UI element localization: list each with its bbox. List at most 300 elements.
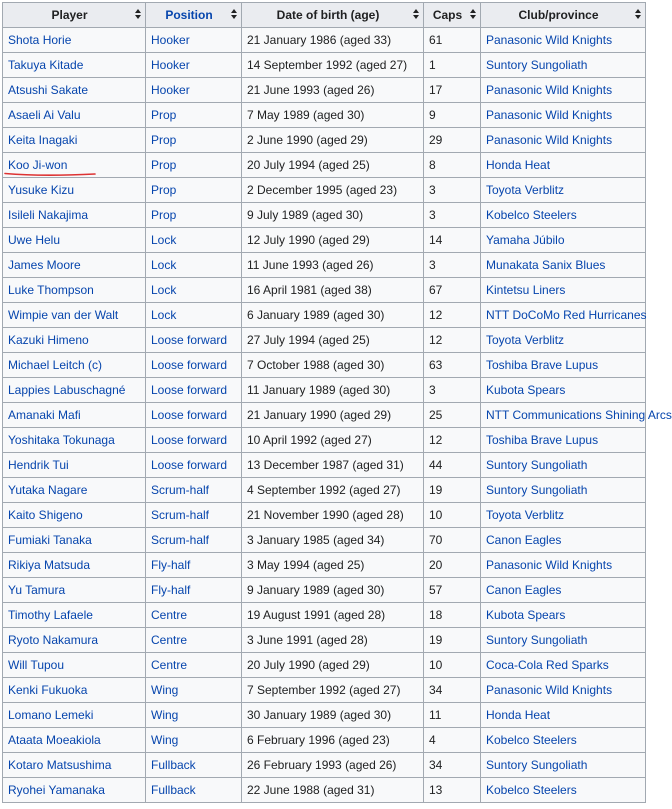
column-header-dob[interactable] [242,3,424,28]
player-link[interactable]: Kenki Fukuoka [8,683,88,697]
club-cell [481,278,646,303]
dob-cell [242,678,424,703]
position-link[interactable]: Centre [151,658,188,672]
player-cell [3,503,146,528]
position-cell [146,303,242,328]
caps-cell: 19 [429,483,443,497]
column-header-position[interactable] [146,3,242,28]
position-link[interactable]: Prop [151,183,177,197]
column-header-label[interactable]: Position [165,8,213,22]
table-row [3,353,646,378]
position-link[interactable]: Loose forward [151,408,228,422]
dob-cell [242,728,424,753]
dob-cell: 4 September 1992 (aged 27) [247,483,401,497]
club-cell [481,528,646,553]
caps-cell: 3 [429,258,436,272]
club-cell [481,128,646,153]
table-row [3,503,646,528]
player-link[interactable]: Lappies Labuschagné [8,383,126,397]
caps-cell: 3 [429,183,436,197]
dob-cell [242,253,424,278]
table-row [3,753,646,778]
dob-cell: 13 December 1987 (aged 31) [247,458,404,472]
club-cell [481,728,646,753]
caps-cell [424,628,481,653]
caps-cell [424,28,481,53]
club-link[interactable]: Honda Heat [486,708,551,722]
position-link[interactable]: Wing [151,733,179,747]
dob-cell [242,103,424,128]
dob-cell [242,578,424,603]
dob-cell: 3 January 1985 (aged 34) [247,533,385,547]
sort-arrows-icon[interactable] [413,9,419,21]
dob-cell [242,353,424,378]
table-row [3,528,646,553]
position-link[interactable]: Centre [151,633,188,647]
caps-cell [424,503,481,528]
position-link[interactable]: Prop [151,108,177,122]
column-header-label: Club/province [518,8,599,22]
club-link[interactable]: NTT Communications Shining Arcs [486,408,672,422]
player-cell [3,678,146,703]
club-link[interactable]: Toshiba Brave Lupus [486,433,599,447]
dob-cell [242,428,424,453]
caps-cell [424,153,481,178]
caps-cell: 14 [429,233,443,247]
position-link[interactable]: Lock [151,258,177,272]
position-link[interactable]: Centre [151,608,188,622]
player-link[interactable]: Rikiya Matsuda [8,558,91,572]
position-cell [146,328,242,353]
caps-cell [424,403,481,428]
position-cell [146,778,242,803]
dob-cell: 19 August 1991 (aged 28) [247,608,386,622]
position-link[interactable]: Loose forward [151,333,228,347]
player-link[interactable]: Atsushi Sakate [8,83,89,97]
sort-arrows-icon[interactable] [135,9,141,21]
position-link[interactable]: Wing [151,708,179,722]
player-cell [3,178,146,203]
table-row [3,478,646,503]
club-link[interactable]: Kintetsu Liners [486,283,566,297]
club-link[interactable]: Yamaha Júbilo [486,233,565,247]
club-link[interactable]: NTT DoCoMo Red Hurricanes [486,308,647,322]
player-link[interactable]: Amanaki Mafi [8,408,81,422]
caps-cell [424,653,481,678]
table-row [3,778,646,803]
player-cell [3,528,146,553]
position-cell [146,203,242,228]
table-row [3,103,646,128]
dob-cell [242,153,424,178]
position-cell [146,703,242,728]
club-cell [481,178,646,203]
table-row [3,128,646,153]
table-row [3,328,646,353]
player-link[interactable]: Fumiaki Tanaka [8,533,92,547]
red-underline-annotation [4,171,96,177]
caps-cell [424,303,481,328]
club-link[interactable]: Suntory Sungoliath [486,483,588,497]
club-link[interactable]: Kobelco Steelers [486,208,577,222]
table-row [3,53,646,78]
caps-cell [424,603,481,628]
club-link[interactable]: Kubota Spears [486,608,566,622]
player-cell [3,403,146,428]
player-cell [3,203,146,228]
table-row [3,553,646,578]
table-body [3,28,672,803]
player-link[interactable]: Wimpie van der Walt [8,308,119,322]
position-link[interactable]: Hooker [151,83,190,97]
position-link[interactable]: Loose forward [151,433,228,447]
column-header-label: Date of birth (age) [276,8,380,22]
caps-cell [424,728,481,753]
club-link[interactable]: Panasonic Wild Knights [486,108,613,122]
dob-cell [242,378,424,403]
dob-cell: 26 February 1993 (aged 26) [247,758,397,772]
player-cell [3,228,146,253]
position-cell [146,253,242,278]
dob-cell: 12 July 1990 (aged 29) [247,233,370,247]
caps-cell: 12 [429,333,443,347]
player-link[interactable]: Takuya Kitade [8,58,84,72]
caps-cell [424,53,481,78]
table-row [3,78,646,103]
table-row [3,728,646,753]
position-cell [146,478,242,503]
column-header-caps[interactable] [424,3,481,28]
player-cell [3,553,146,578]
club-link[interactable]: Panasonic Wild Knights [486,83,613,97]
caps-cell: 10 [429,508,443,522]
player-link[interactable]: Isileli Nakajima [8,208,89,222]
caps-cell: 4 [429,733,436,747]
player-cell [3,728,146,753]
dob-cell: 30 January 1989 (aged 30) [247,708,392,722]
player-link[interactable]: Asaeli Ai Valu [8,108,81,122]
position-link[interactable]: Fly-half [151,583,191,597]
underline-stroke [5,174,95,176]
player-link[interactable]: Koo Ji-won [8,158,68,172]
dob-cell [242,403,424,428]
position-cell [146,728,242,753]
dob-cell [242,603,424,628]
club-link[interactable]: Toshiba Brave Lupus [486,358,599,372]
club-link[interactable]: Coca-Cola Red Sparks [486,658,609,672]
dob-cell: 11 January 1989 (aged 30) [247,383,391,397]
caps-cell: 25 [429,408,443,422]
club-cell [481,653,646,678]
caps-cell [424,778,481,803]
club-cell [481,628,646,653]
dob-cell: 14 September 1992 (aged 27) [247,58,408,72]
table-row [3,678,646,703]
caps-cell [424,228,481,253]
player-cell [3,78,146,103]
table-row [3,278,646,303]
caps-cell: 61 [429,33,443,47]
caps-cell: 9 [429,108,436,122]
player-cell [3,753,146,778]
dob-cell: 3 June 1991 (aged 28) [247,633,368,647]
club-link[interactable]: Kobelco Steelers [486,733,577,747]
dob-cell: 7 October 1988 (aged 30) [247,358,385,372]
position-cell [146,278,242,303]
position-link[interactable]: Wing [151,683,179,697]
position-link[interactable]: Hooker [151,58,190,72]
player-link[interactable]: Michael Leitch (c) [8,358,103,372]
caps-cell: 57 [429,583,443,597]
dob-cell [242,203,424,228]
position-cell [146,753,242,778]
caps-cell [424,703,481,728]
player-link[interactable]: Ataata Moeakiola [8,733,101,747]
position-cell [146,403,242,428]
club-cell [481,603,646,628]
player-link[interactable]: Shota Horie [8,33,72,47]
sort-arrows-icon[interactable] [470,9,476,21]
position-link[interactable]: Prop [151,133,177,147]
position-cell [146,578,242,603]
dob-cell: 9 January 1989 (aged 30) [247,583,385,597]
player-link[interactable]: Will Tupou [8,658,65,672]
player-link[interactable]: Keita Inagaki [8,133,78,147]
club-cell [481,753,646,778]
club-link[interactable]: Kobelco Steelers [486,783,577,797]
caps-cell: 3 [429,383,436,397]
position-link[interactable]: Hooker [151,33,190,47]
table-row [3,253,646,278]
player-link[interactable]: Ryohei Yamanaka [8,783,105,797]
dob-cell: 20 July 1994 (aged 25) [247,158,370,172]
dob-cell: 2 June 1990 (aged 29) [247,133,368,147]
player-link[interactable]: Ryoto Nakamura [8,633,99,647]
position-link[interactable]: Scrum-half [151,483,210,497]
position-cell [146,378,242,403]
position-link[interactable]: Lock [151,233,177,247]
club-link[interactable]: Suntory Sungoliath [486,458,588,472]
table-row [3,653,646,678]
sort-arrows-icon[interactable] [635,9,641,21]
table-row [3,628,646,653]
club-link[interactable]: Suntory Sungoliath [486,633,588,647]
table-row [3,378,646,403]
caps-cell: 63 [429,358,443,372]
club-cell [481,703,646,728]
dob-cell: 2 December 1995 (aged 23) [247,183,398,197]
player-link[interactable]: James Moore [8,258,81,272]
player-link[interactable]: Kotaro Matsushima [8,758,112,772]
club-link[interactable]: Suntory Sungoliath [486,758,588,772]
caps-cell [424,103,481,128]
position-link[interactable]: Lock [151,283,177,297]
column-header-club[interactable] [481,3,646,28]
caps-cell: 70 [429,533,443,547]
dob-cell [242,778,424,803]
dob-cell: 21 January 1986 (aged 33) [247,33,392,47]
club-cell [481,553,646,578]
club-cell [481,103,646,128]
dob-cell: 22 June 1988 (aged 31) [247,783,375,797]
club-cell [481,478,646,503]
club-cell [481,53,646,78]
position-link[interactable]: Fullback [151,783,196,797]
column-header-label: Caps [432,8,463,22]
position-cell [146,603,242,628]
table-row [3,453,646,478]
table-row [3,28,646,53]
caps-cell: 3 [429,208,436,222]
club-cell [481,153,646,178]
dob-cell [242,78,424,103]
table-row [3,303,646,328]
club-link[interactable]: Toyota Verblitz [486,333,565,347]
caps-cell [424,328,481,353]
club-cell [481,778,646,803]
position-cell [146,153,242,178]
table-row [3,228,646,253]
position-cell [146,628,242,653]
player-link[interactable]: Luke Thompson [8,283,94,297]
position-link[interactable]: Prop [151,158,177,172]
caps-cell [424,453,481,478]
caps-cell: 18 [429,608,443,622]
caps-cell: 34 [429,683,443,697]
player-cell [3,703,146,728]
dob-cell [242,453,424,478]
dob-cell: 3 May 1994 (aged 25) [247,558,365,572]
position-link[interactable]: Lock [151,308,177,322]
dob-cell [242,503,424,528]
club-link[interactable]: Canon Eagles [486,583,562,597]
dob-cell: 21 January 1990 (aged 29) [247,408,392,422]
position-cell [146,353,242,378]
club-cell [481,403,672,428]
player-cell [3,778,146,803]
club-cell [481,503,646,528]
position-link[interactable]: Scrum-half [151,508,210,522]
club-link[interactable]: Toyota Verblitz [486,508,565,522]
player-link[interactable]: Yoshitaka Tokunaga [8,433,115,447]
column-header-label: Player [51,8,88,22]
position-link[interactable]: Loose forward [151,358,228,372]
club-link[interactable]: Toyota Verblitz [486,183,565,197]
dob-cell [242,703,424,728]
position-link[interactable]: Loose forward [151,383,228,397]
dob-cell: 11 June 1993 (aged 26) [247,258,374,272]
column-header-player[interactable] [3,3,146,28]
dob-cell [242,228,424,253]
player-link[interactable]: Hendrik Tui [8,458,69,472]
club-link[interactable]: Suntory Sungoliath [486,58,588,72]
squad-table [2,2,672,803]
dob-cell [242,653,424,678]
player-link[interactable]: Kazuki Himeno [8,333,89,347]
caps-cell: 11 [429,708,442,722]
position-link[interactable]: Fullback [151,758,196,772]
player-link[interactable]: Yu Tamura [8,583,66,597]
position-link[interactable]: Prop [151,208,177,222]
position-cell [146,503,242,528]
position-link[interactable]: Loose forward [151,458,228,472]
sort-arrows-icon[interactable] [231,9,237,21]
dob-cell: 6 February 1996 (aged 23) [247,733,390,747]
player-cell [3,53,146,78]
dob-cell [242,178,424,203]
player-link[interactable]: Uwe Helu [8,233,61,247]
table-row [3,428,646,453]
club-link[interactable]: Panasonic Wild Knights [486,683,613,697]
table-row [3,153,646,178]
club-cell [481,578,646,603]
player-link[interactable]: Yusuke Kizu [8,183,75,197]
club-cell [481,203,646,228]
caps-cell: 29 [429,133,443,147]
club-cell [481,678,646,703]
caps-cell [424,128,481,153]
dob-cell [242,53,424,78]
club-cell [481,28,646,53]
dob-cell [242,628,424,653]
header-row [3,3,646,28]
club-cell [481,328,646,353]
dob-cell: 6 January 1989 (aged 30) [247,308,385,322]
caps-cell: 44 [429,458,443,472]
club-link[interactable]: Kubota Spears [486,383,566,397]
position-link[interactable]: Fly-half [151,558,191,572]
table-row [3,403,646,428]
player-cell [3,378,146,403]
caps-cell [424,753,481,778]
club-link[interactable]: Panasonic Wild Knights [486,558,613,572]
club-link[interactable]: Panasonic Wild Knights [486,133,613,147]
dob-cell [242,28,424,53]
club-link[interactable]: Panasonic Wild Knights [486,33,613,47]
position-link[interactable]: Scrum-half [151,533,210,547]
caps-cell [424,528,481,553]
dob-cell: 21 June 1993 (aged 26) [247,83,375,97]
dob-cell: 20 July 1990 (aged 29) [247,658,370,672]
position-cell [146,53,242,78]
caps-cell [424,353,481,378]
caps-cell: 10 [429,658,443,672]
player-cell [3,628,146,653]
club-cell [481,353,646,378]
player-link[interactable]: Kaito Shigeno [8,508,83,522]
dob-cell [242,128,424,153]
caps-cell [424,278,481,303]
position-cell [146,128,242,153]
position-cell [146,553,242,578]
player-link[interactable]: Yutaka Nagare [8,483,88,497]
player-link[interactable]: Lomano Lemeki [8,708,94,722]
position-cell [146,228,242,253]
club-link[interactable]: Canon Eagles [486,533,562,547]
club-cell [481,453,646,478]
player-cell [3,653,146,678]
club-cell [481,228,646,253]
caps-cell: 1 [429,58,436,72]
caps-cell [424,203,481,228]
caps-cell [424,178,481,203]
position-cell [146,103,242,128]
caps-cell: 12 [429,433,443,447]
club-link[interactable]: Honda Heat [486,158,551,172]
player-link[interactable]: Timothy Lafaele [8,608,93,622]
caps-cell: 20 [429,558,443,572]
club-link[interactable]: Munakata Sanix Blues [486,258,606,272]
